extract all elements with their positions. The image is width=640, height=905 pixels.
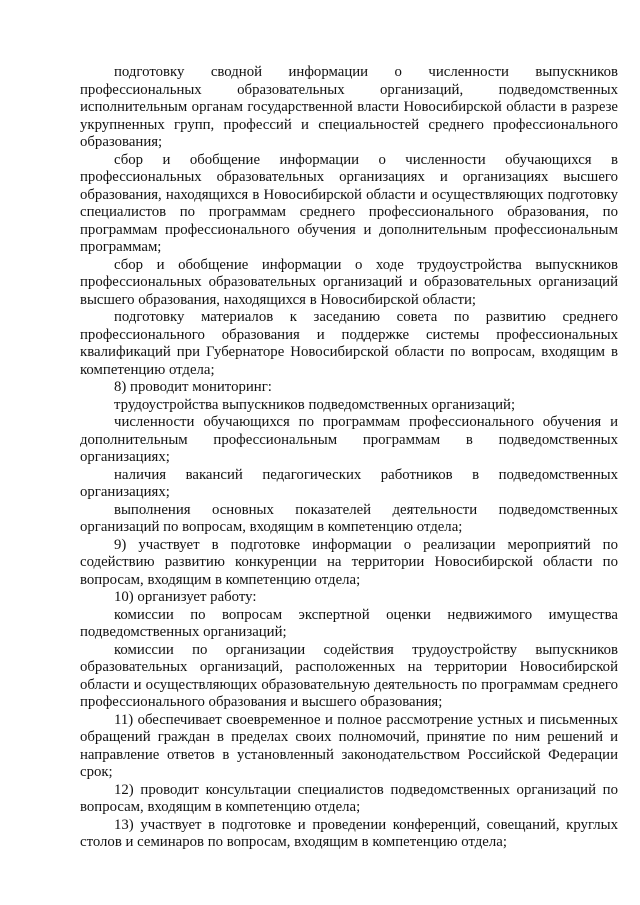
paragraph: выполнения основных показателей деятельности подведомственных организаций по вопросам, входящим в компетенцию отдела;	[80, 501, 618, 535]
paragraph: подготовку сводной информации о численности выпускников профессиональных образовательных организаций, подведомственных исполнительным органам государственной власти Новосибирской области в разрезе укрупненных групп, профессий и специальностей среднего профессионального образования;	[80, 64, 618, 150]
paragraph: 9) участвует в подготовке информации о реализации мероприятий по содействию развитию конкуренции на территории Новосибирской области по вопросам, входящим в компетенцию отдела;	[80, 536, 618, 588]
paragraph: сбор и обобщение информации о численности обучающихся в профессиональных образовательных организациях и организациях высшего образования, находящихся в Новосибирской области и осуществляющих подготовку специалистов по программам среднего профессионального образования, по программам профессионального обучения и дополнительным профессиональным программам;	[80, 151, 618, 255]
paragraph: численности обучающихся по программам профессионального обучения и дополнительным профессиональным программам в подведомственных организациях;	[80, 414, 618, 465]
paragraph: 10) организует работу:	[114, 589, 257, 605]
paragraph: наличия вакансий педагогических работников в подведомственных организациях;	[80, 466, 618, 500]
paragraph: 12) проводит консультации специалистов подведомственных организаций по вопросам, входящим в компетенцию отдела;	[80, 781, 618, 815]
paragraph: комиссии по организации содействия трудоустройству выпускников образовательных организаций, расположенных на территории Новосибирской области и осуществляющих образовательную деятельность по программам среднего профессионального образования и высшего образования;	[80, 641, 618, 710]
paragraph: 11) обеспечивает своевременное и полное рассмотрение устных и письменных обращений граждан в пределах своих полномочий, принятие по ним решений и направление ответов в установленный законодательством Российской Федерации срок;	[80, 711, 618, 780]
paragraph: сбор и обобщение информации о ходе трудоустройства выпускников профессиональных образовательных организаций и образовательных организаций высшего образования, находящихся в Новосибирской области;	[80, 256, 618, 308]
paragraph: комиссии по вопросам экспертной оценки недвижимого имущества подведомственных организаций;	[80, 606, 618, 640]
paragraph: 8) проводит мониторинг:	[114, 379, 272, 395]
paragraph: трудоустройства выпускников подведомственных организаций;	[114, 396, 516, 413]
paragraph: 13) участвует в подготовке и проведении конференций, совещаний, круглых столов и семинаров по вопросам, входящим в компетенцию отдела;	[80, 816, 618, 850]
paragraph: подготовку материалов к заседанию совета по развитию среднего профессионального образования и поддержке системы профессиональных квалификаций при Губернаторе Новосибирской области по вопросам, входящим в компетенцию отдела;	[80, 309, 618, 378]
